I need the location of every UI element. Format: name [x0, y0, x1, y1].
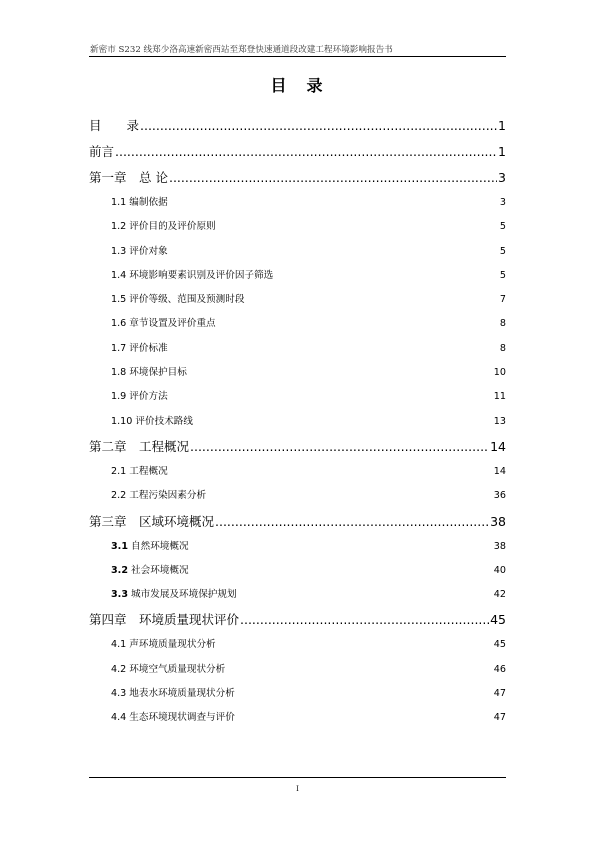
dot-leader: [240, 621, 489, 634]
toc-entry-page: 45: [493, 639, 506, 651]
toc-entry[interactable]: [89, 385, 506, 409]
dot-leader: [169, 208, 499, 215]
dot-leader: [190, 576, 493, 583]
toc-entry-text: 社会环境概况: [128, 564, 189, 576]
toc-entry-number: 3.1: [111, 540, 128, 552]
table-of-contents: [89, 113, 506, 731]
toc-entry-label: [111, 535, 189, 559]
toc-entry-text: 城市发展及环境保护规划: [128, 589, 237, 601]
toc-entry-page: 13: [493, 415, 506, 427]
toc-entry[interactable]: [89, 337, 506, 361]
dot-leader: [226, 675, 493, 682]
page-title: 目 录: [270, 76, 325, 95]
toc-entry-label: 第三章 区域环境概况: [89, 513, 215, 529]
toc-entry[interactable]: [89, 484, 506, 508]
toc-entry-page: 14: [490, 438, 506, 454]
dot-leader: [207, 502, 493, 509]
toc-entry-label: 4.4 生态环境现状调查与评价: [111, 712, 235, 724]
dot-leader: [217, 233, 499, 240]
toc-entry[interactable]: [89, 361, 506, 385]
dot-leader: [236, 699, 493, 706]
toc-entry[interactable]: [89, 165, 506, 191]
toc-entry[interactable]: [89, 460, 506, 484]
header-rule: [89, 56, 506, 57]
dot-leader: [217, 651, 493, 658]
toc-entry[interactable]: [89, 191, 506, 215]
toc-entry[interactable]: [89, 682, 506, 706]
toc-entry-label: [111, 583, 237, 607]
dot-leader: [115, 153, 497, 166]
toc-entry-page: 3: [498, 170, 506, 185]
dot-leader: [236, 724, 493, 731]
toc-entry-page: 5: [499, 269, 506, 281]
toc-entry-page: 3: [499, 197, 506, 208]
toc-entry-label: 1.5 评价等级、范围及预测时段: [111, 294, 245, 306]
toc-entry-page: 14: [493, 465, 506, 477]
dot-leader: [169, 477, 493, 484]
toc-entry[interactable]: [89, 559, 506, 583]
toc-entry-page: 38: [493, 540, 506, 552]
toc-entry-page: 1: [498, 118, 506, 133]
dot-leader: [238, 600, 493, 607]
toc-entry[interactable]: [89, 215, 506, 239]
toc-entry[interactable]: [89, 509, 506, 535]
toc-entry-label: 2.2 工程污染因素分析: [111, 490, 207, 502]
toc-entry-page: 40: [493, 564, 506, 576]
toc-entry-page: 46: [493, 663, 506, 675]
toc-entry-label: 1.3 评价对象: [111, 245, 168, 257]
toc-entry[interactable]: [89, 264, 506, 288]
toc-entry-page: 1: [498, 144, 506, 159]
toc-entry-label: 2.1 工程概况: [111, 465, 168, 477]
dot-leader: [215, 522, 489, 535]
toc-entry-label: 4.1 声环境质量现状分析: [111, 639, 216, 651]
footer-rule: [89, 777, 506, 778]
toc-entry-label: [111, 559, 189, 583]
toc-entry-label: 前言: [89, 144, 115, 159]
toc-entry-page: 7: [499, 294, 506, 306]
toc-entry-page: 42: [493, 589, 506, 601]
toc-entry-label: 第一章 总 论: [89, 170, 168, 185]
toc-entry-page: 45: [490, 612, 506, 628]
toc-entry-page: 11: [493, 391, 506, 403]
toc-entry-page: 38: [490, 513, 506, 529]
toc-entry-label: 4.3 地表水环境质量现状分析: [111, 688, 235, 700]
toc-entry[interactable]: [89, 312, 506, 336]
toc-entry-page: 47: [493, 688, 506, 700]
page-number: I: [296, 785, 299, 793]
toc-entry-label: 1.4 环境影响要素识别及评价因子筛选: [111, 269, 274, 281]
dot-leader: [169, 403, 493, 410]
toc-entry-text: 自然环境概况: [128, 540, 189, 552]
dot-leader: [169, 179, 497, 192]
toc-entry-page: 8: [499, 318, 506, 330]
dot-leader: [188, 378, 493, 385]
dot-leader: [217, 330, 499, 337]
toc-entry-label: 1.1 编制依据: [111, 197, 168, 208]
toc-entry-page: 36: [493, 490, 506, 502]
running-header: 新密市 S232 线郑少洛高速新密西站至郑登快速通道段改建工程环境影响报告书: [90, 45, 393, 55]
toc-entry-label: 4.2 环境空气质量现状分析: [111, 663, 226, 675]
toc-entry-page: 8: [499, 342, 506, 354]
toc-entry[interactable]: [89, 706, 506, 730]
toc-entry-label: 第四章 环境质量现状评价: [89, 612, 240, 628]
dot-leader: [169, 354, 499, 361]
toc-entry-label: 目 录: [89, 118, 140, 133]
toc-entry-number: 3.2: [111, 564, 128, 576]
toc-entry[interactable]: [89, 240, 506, 264]
toc-entry[interactable]: [89, 113, 506, 139]
toc-entry-label: 1.9 评价方法: [111, 391, 168, 403]
toc-entry-label: 1.7 评价标准: [111, 342, 168, 354]
toc-entry-page: 10: [493, 367, 506, 379]
toc-entry-page: 5: [499, 245, 506, 257]
toc-entry[interactable]: [89, 658, 506, 682]
toc-entry[interactable]: [89, 288, 506, 312]
toc-entry-number: 3.3: [111, 589, 128, 601]
toc-entry-label: 第二章 工程概况: [89, 438, 190, 454]
toc-entry[interactable]: [89, 535, 506, 559]
toc-entry[interactable]: [89, 633, 506, 657]
toc-entry[interactable]: [89, 139, 506, 165]
toc-entry[interactable]: [89, 410, 506, 434]
toc-entry-page: 5: [499, 221, 506, 233]
toc-entry[interactable]: [89, 434, 506, 460]
dot-leader: [274, 281, 499, 288]
toc-entry-label: 1.8 环境保护目标: [111, 367, 187, 379]
dot-leader: [190, 552, 493, 559]
toc-entry[interactable]: [89, 607, 506, 633]
toc-entry-label: 1.6 章节设置及评价重点: [111, 318, 216, 330]
dot-leader: [194, 427, 493, 434]
dot-leader: [245, 305, 498, 312]
dot-leader: [140, 127, 497, 140]
toc-entry-label: 1.2 评价目的及评价原则: [111, 221, 216, 233]
dot-leader: [190, 447, 489, 460]
toc-entry-page: 47: [493, 712, 506, 724]
toc-entry[interactable]: [89, 583, 506, 607]
toc-entry-label: 1.10 评价技术路线: [111, 415, 193, 427]
dot-leader: [169, 257, 499, 264]
